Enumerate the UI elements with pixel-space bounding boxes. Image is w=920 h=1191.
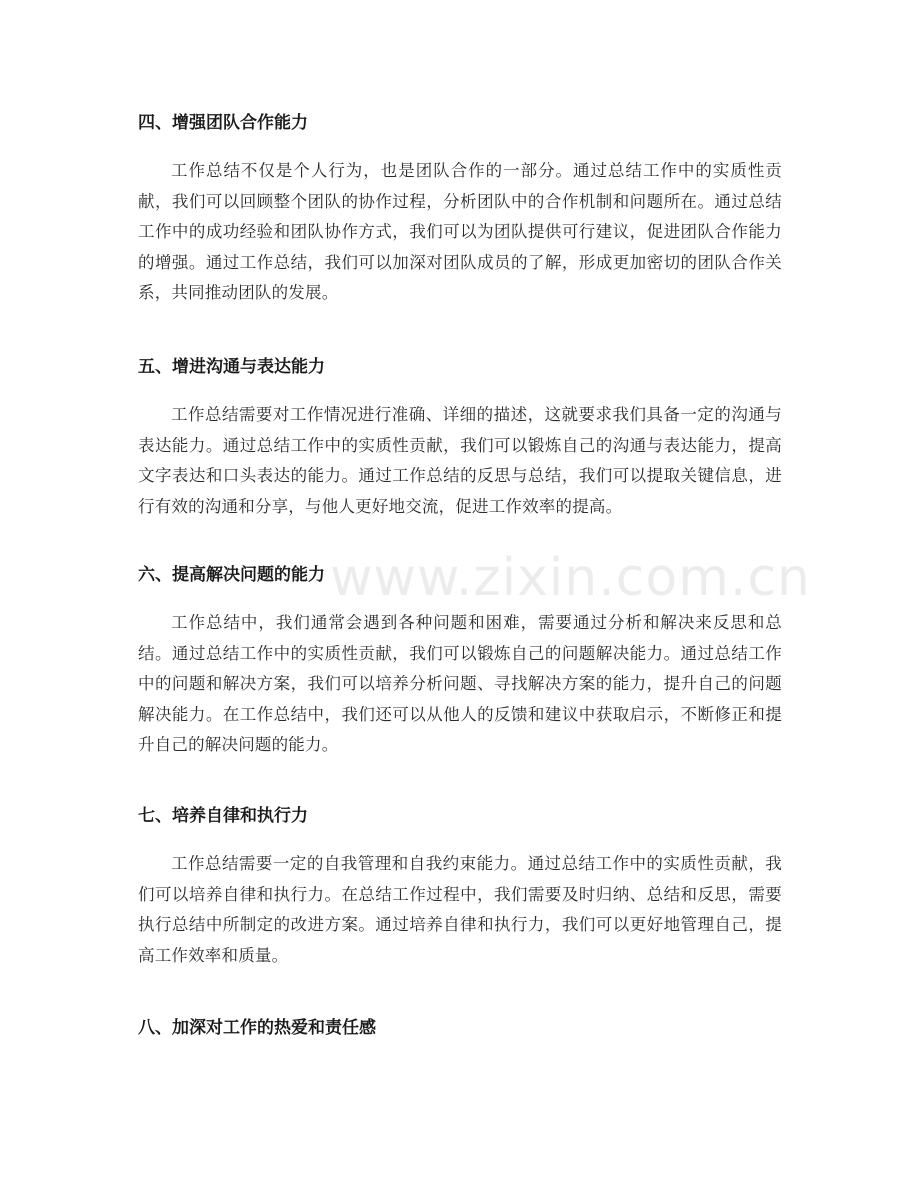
- section-heading: 五、增进沟通与表达能力: [138, 357, 325, 377]
- section-8: [138, 1016, 782, 1040]
- section-paragraph: 工作总结需要对工作情况进行准确、详细的描述，这就要求我们具备一定的沟通与表达能力。通过总结工作中的实质性贡献，我们可以锻炼自己的沟通与表达能力，提高文字表达和口头表达的能力。通过工作总结的反思与总结，我们可以提取关键信息，进行有效的沟通和分享，与他人更好地交流，促进工作效率的提高。: [138, 405, 782, 516]
- section-paragraph: 工作总结不仅是个人行为，也是团队合作的一部分。通过总结工作中的实质性贡献，我们可以回顾整个团队的协作过程，分析团队中的合作机制和问题所在。通过总结工作中的成功经验和团队协作方式，我们可以为团队提供可行建议，促进团队合作能力的增强。通过工作总结，我们可以加深对团队成员的了解，形成更加密切的团队合作关系，共同推动团队的发展。: [138, 161, 782, 302]
- section-paragraph: 工作总结需要一定的自我管理和自我约束能力。通过总结工作中的实质性贡献，我们可以培养自律和执行力。在总结工作过程中，我们需要及时归纳、总结和反思，需要执行总结中所制定的改进方案。通过培养自律和执行力，我们可以更好地管理自己，提高工作效率和质量。: [138, 854, 782, 965]
- section-4: [138, 111, 782, 309]
- section-heading: 七、培养自律和执行力: [138, 806, 308, 826]
- section-6: [138, 563, 782, 761]
- section-heading: 六、提高解决问题的能力: [138, 565, 325, 585]
- section-paragraph: 工作总结中，我们通常会遇到各种问题和困难，需要通过分析和解决来反思和总结。通过总结工作中的实质性贡献，我们可以锻炼自己的问题解决能力。通过总结工作中的问题和解决方案，我们可以培养分析问题、寻找解决方案的能力，提升自己的问题解决能力。在工作总结中，我们还可以从他人的反馈和建议中获取启示，不断修正和提升自己的解决问题的能力。: [138, 613, 782, 754]
- watermark: www.zixin.com.cn: [330, 548, 811, 608]
- section-heading: 四、增强团队合作能力: [138, 113, 308, 133]
- section-5: [138, 355, 782, 522]
- section-7: [138, 804, 782, 971]
- section-heading: 八、加深对工作的热爱和责任感: [138, 1018, 376, 1038]
